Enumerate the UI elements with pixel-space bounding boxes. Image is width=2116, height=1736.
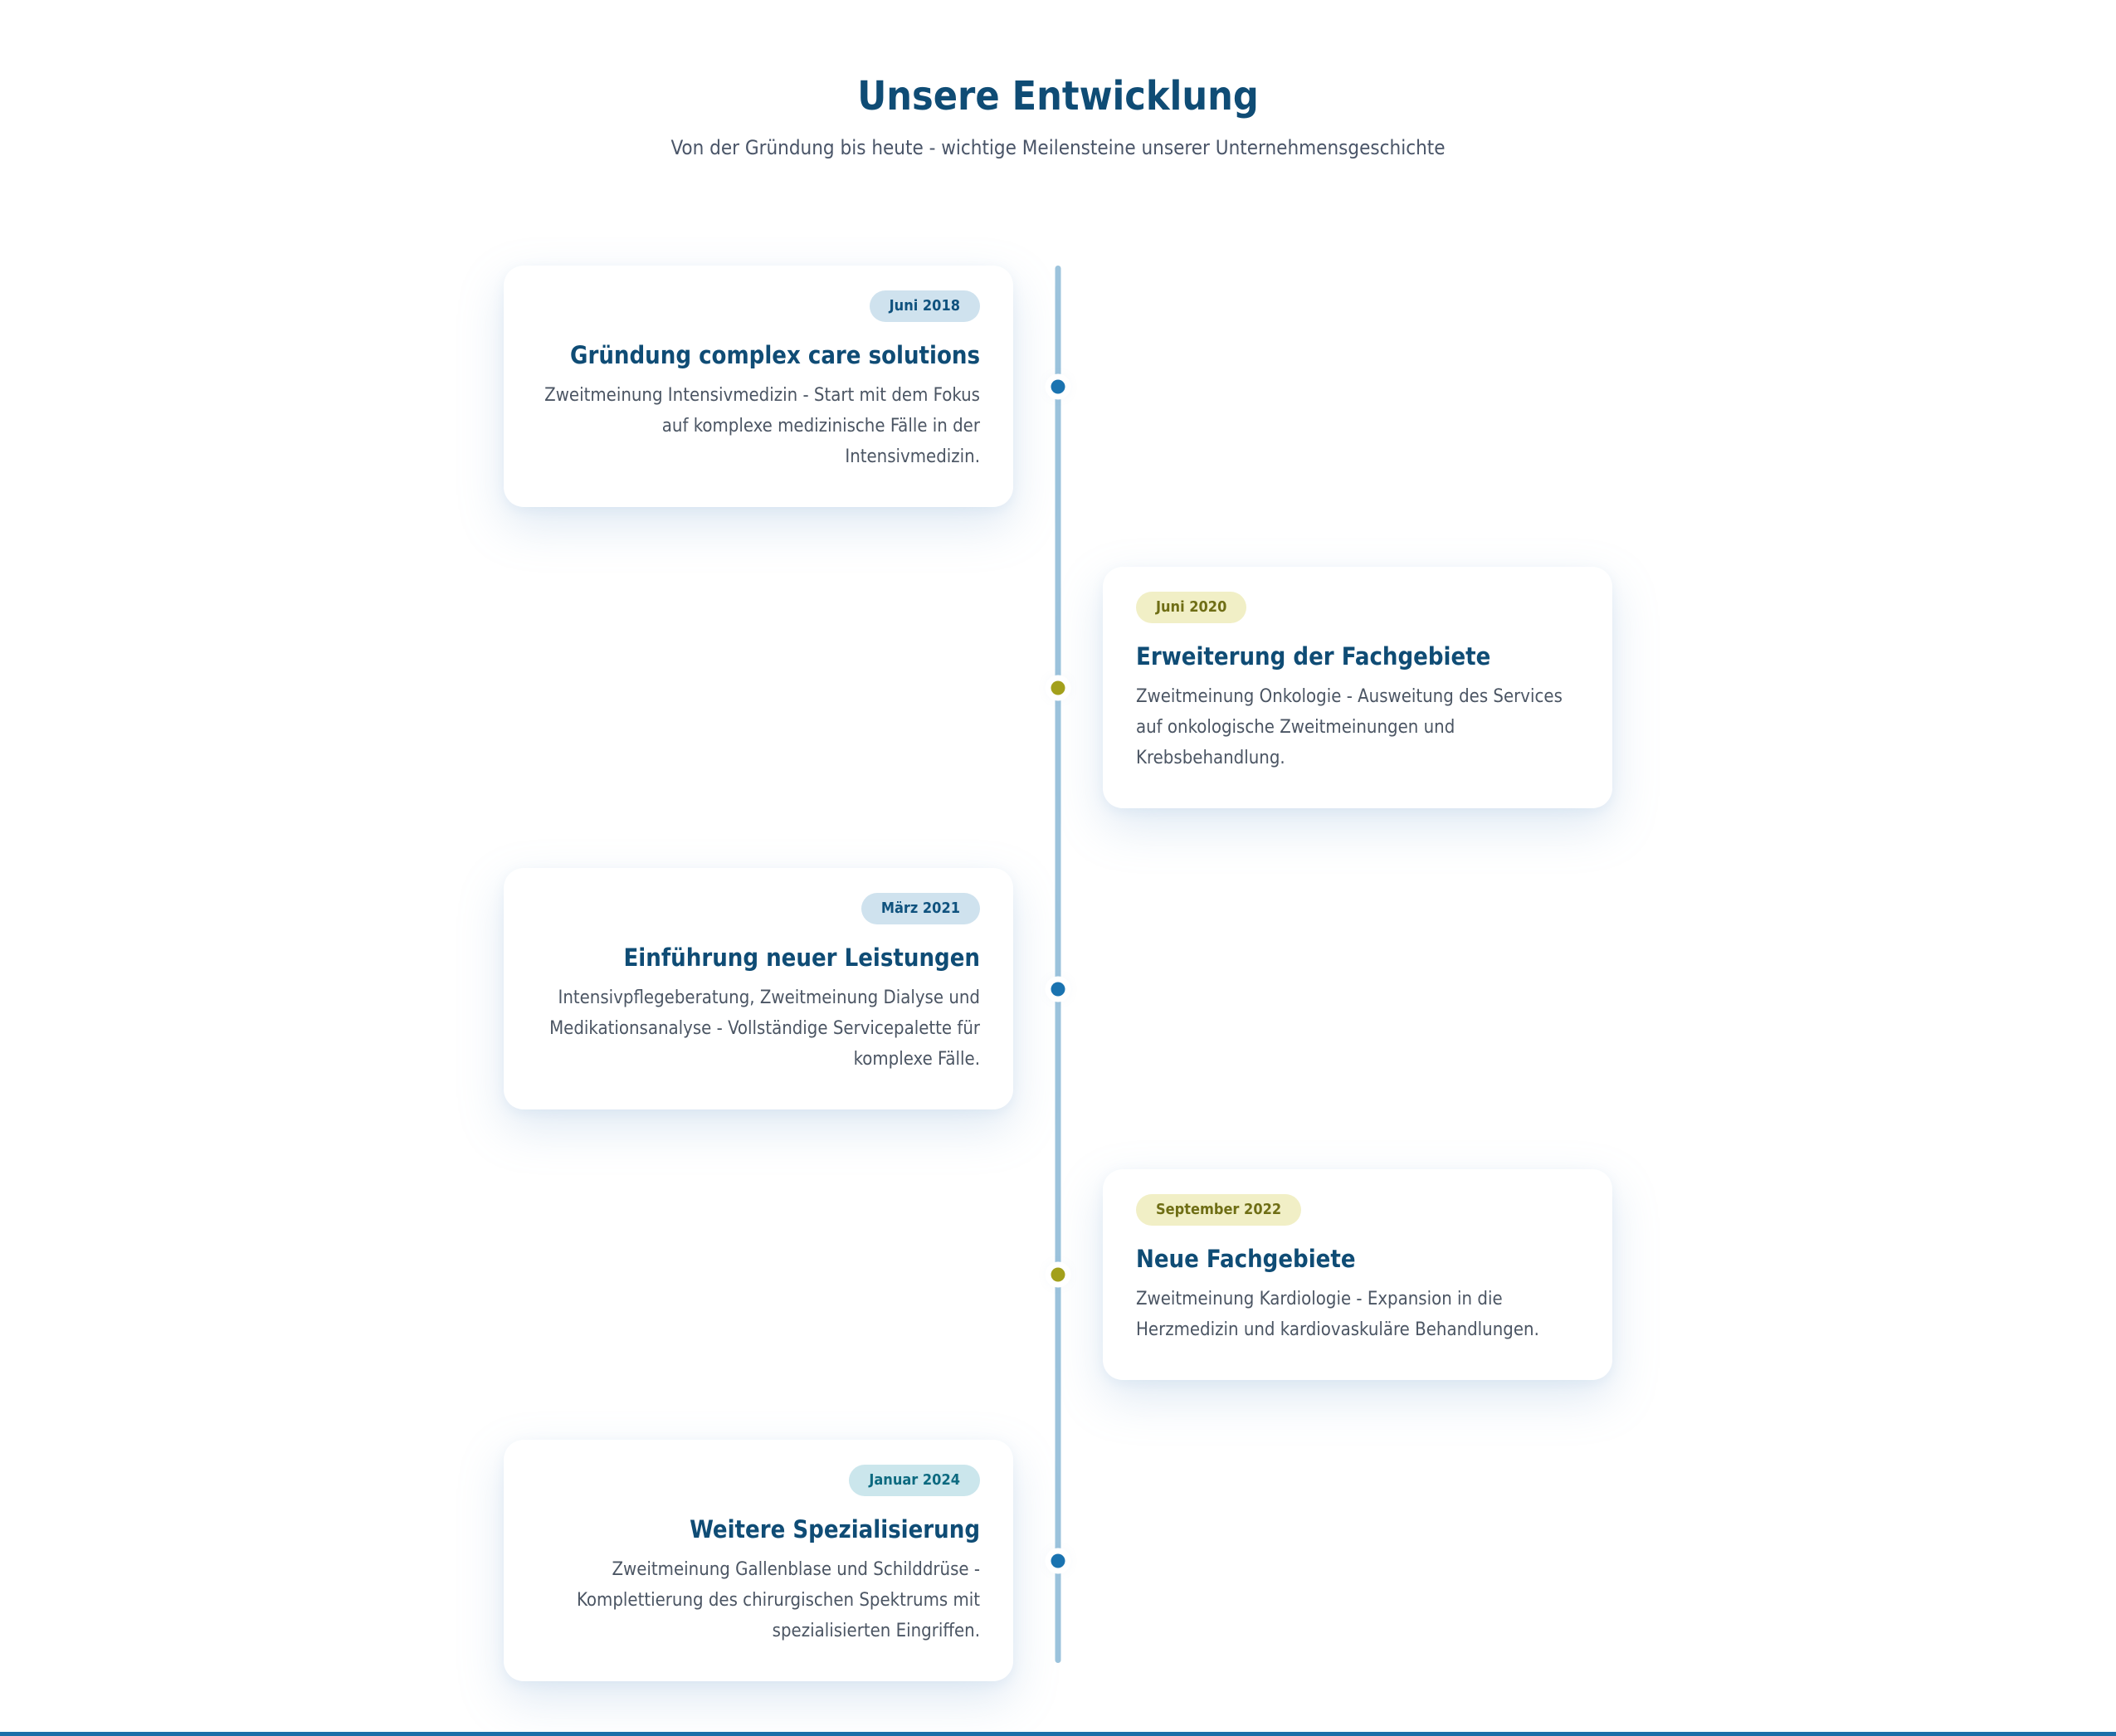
milestone-title: Weitere Spezialisierung	[690, 1514, 980, 1543]
timeline-dot	[1051, 379, 1065, 393]
timeline-item	[504, 567, 1612, 808]
milestone-description: Intensivpflegeberatung, Zweitmeinung Dialyse und Medikationsanalyse - Vollständige Servicepalette für komplexe Fälle.	[549, 987, 980, 1070]
date-badge: Juni 2018	[870, 290, 980, 322]
timeline-item	[504, 266, 1612, 507]
timeline-item	[504, 1169, 1612, 1380]
milestone-description: Zweitmeinung Intensivmedizin - Start mit dem Fokus auf komplexe medizinische Fälle in der Intensivmedizin.	[544, 385, 980, 468]
timeline-dot	[1051, 680, 1065, 695]
date-badge: März 2021	[861, 893, 980, 924]
timeline-dot	[1051, 1268, 1065, 1282]
timeline-dot	[1051, 1553, 1065, 1568]
timeline	[504, 266, 1612, 1681]
milestone-card	[1103, 567, 1612, 808]
timeline-item	[504, 868, 1612, 1109]
milestone-card	[504, 266, 1013, 507]
milestone-description: Zweitmeinung Kardiologie - Expansion in die Herzmedizin und kardiovaskuläre Behandlungen.	[1136, 1289, 1539, 1341]
timeline-dot	[1051, 982, 1065, 996]
milestone-title: Erweiterung der Fachgebiete	[1136, 641, 1491, 671]
page-header	[0, 0, 2116, 159]
bottom-border	[0, 1732, 2116, 1736]
milestone-description: Zweitmeinung Onkologie - Ausweitung des Services auf onkologische Zweitmeinungen und Krebsbehandlung.	[1136, 686, 1563, 769]
timeline-item	[504, 1440, 1612, 1681]
date-badge: Juni 2020	[1136, 592, 1246, 623]
milestone-description: Zweitmeinung Gallenblase und Schilddrüse - Komplettierung des chirurgischen Spektrums mit spezialisierten Eingriffen.	[577, 1559, 980, 1642]
milestone-title: Gründung complex care solutions	[570, 340, 980, 369]
milestone-card	[504, 868, 1013, 1109]
date-badge: September 2022	[1136, 1194, 1301, 1226]
milestone-card	[1103, 1169, 1612, 1380]
page-subtitle: Von der Gründung bis heute - wichtige Meilensteine unserer Unternehmensgeschichte	[670, 136, 1446, 159]
milestone-title: Neue Fachgebiete	[1136, 1244, 1356, 1273]
milestone-title: Einführung neuer Leistungen	[623, 943, 980, 972]
page-title: Unsere Entwicklung	[857, 73, 1259, 119]
milestone-card	[504, 1440, 1013, 1681]
date-badge: Januar 2024	[849, 1465, 980, 1496]
